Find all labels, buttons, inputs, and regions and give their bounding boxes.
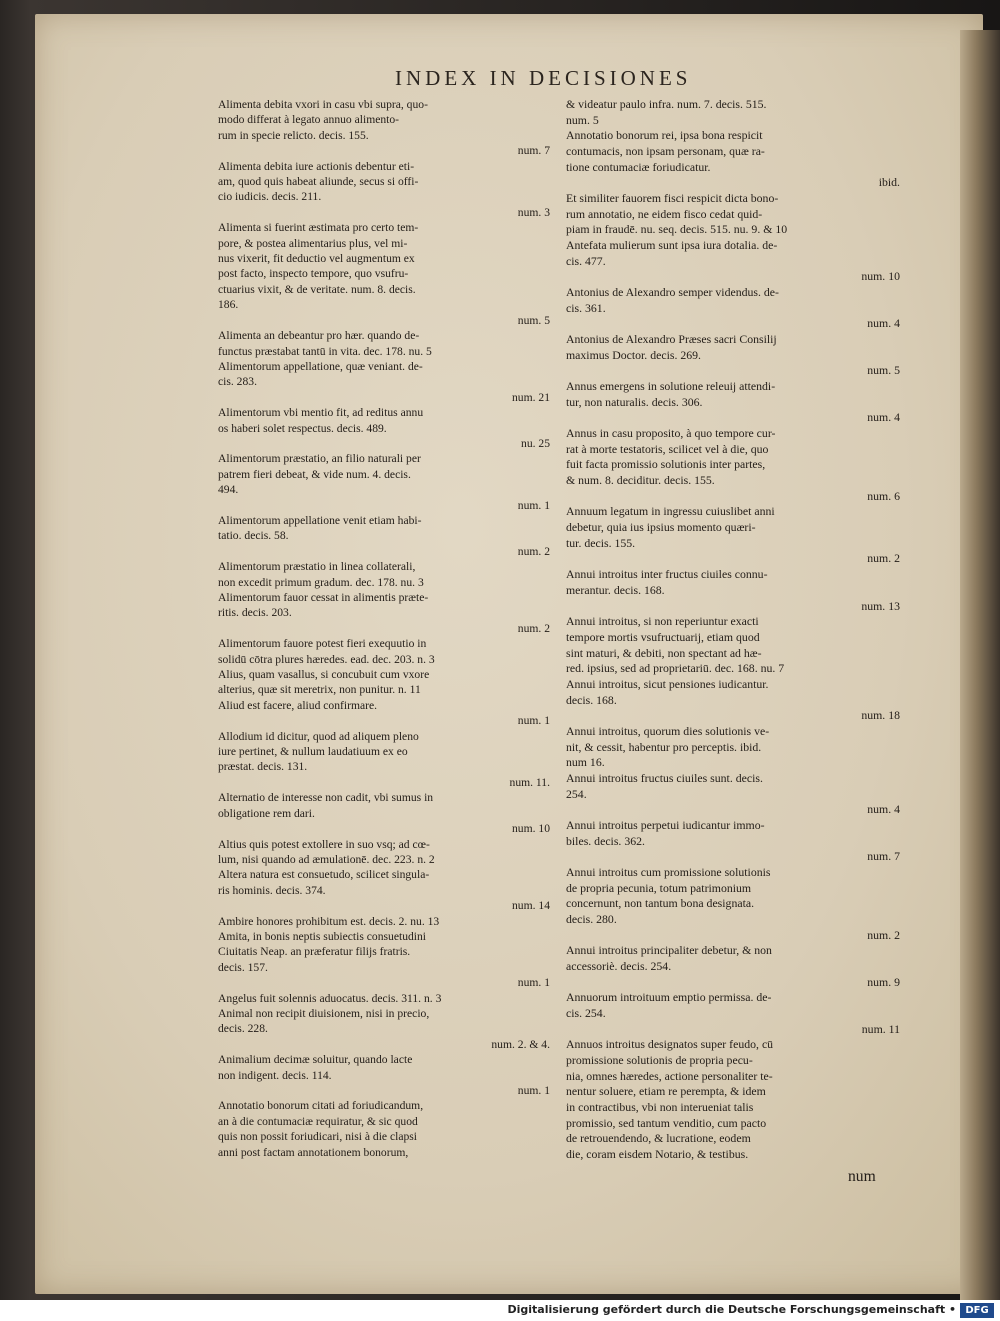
entry-line: ris hominis. decis. 374. [218,883,326,897]
entry-line: Annuos introitus designatos super feudo, cū [566,1037,774,1052]
entry-line: Antonius de Alexandro Præses sacri Consilij [566,332,777,347]
entry-line: nus vixerit, fit deductio vel augmentum ex [218,252,415,266]
entry-line: Annuorum introituum emptio permissa. de- [566,990,772,1005]
entry-line: de propria pecunia, totum patrimonium [566,880,752,895]
entry-reference: num. 2. & 4. [491,1037,550,1051]
entry-line: red. ipsius, sed ad proprietariū. dec. 168. nu. 7 [566,661,785,676]
index-entry [218,1006,558,1052]
entry-reference: num. 13 [861,598,900,613]
entry-line: Alimentorum appellatione, quæ veniant. de- [218,359,423,373]
entry-line: sint maturi, & debiti, non spectant ad hæ- [566,645,762,660]
entry-reference: num. 7 [517,144,550,158]
index-entry [566,771,908,818]
index-entry [566,1037,908,1162]
entry-line: nia, omnes hæredes, actione personaliter te- [566,1068,773,1083]
entry-reference: num. 3 [517,205,550,219]
entry-line: cio iudicis. decis. 211. [218,190,322,204]
entry-line: Annus in casu proposito, à quo tempore cur- [566,426,776,441]
entry-line: piam in fraudē. nu. seq. decis. 515. nu. 9. & 10 [566,222,788,237]
entry-line: anni post factam annotationem bonorum, [218,1145,409,1159]
entry-line: Alimentorum fauore potest fieri exequutio in [218,637,427,651]
entry-line: Alimentorum appellatione venit etiam habi- [218,513,422,527]
entry-reference: nu. 25 [521,436,550,450]
index-column-left [218,97,558,1160]
entry-line: Alternatio de interesse non cadit, vbi sumus in [218,791,434,805]
entry-line: merantur. decis. 168. [566,582,665,597]
entry-line: Alimenta debita iure actionis debentur eti- [218,159,415,173]
entry-line: decis. 168. [566,692,617,707]
index-entry [218,991,558,1006]
entry-line: decis. 157. [218,960,268,974]
entry-line: tatio. decis. 58. [218,529,289,543]
entry-line: Animalium decimæ soluitur, quando lacte [218,1053,413,1067]
entry-line: modo differat à legato annuo alimento- [218,113,400,127]
entry-line: Alimentorum fauor cessat in alimentis præte- [218,591,429,604]
entry-line: obligatione rem dari. [218,806,315,820]
entry-line: decis. 280. [566,911,617,926]
entry-reference: num. 11. [509,775,550,789]
index-entry [566,504,908,567]
page-edge [960,30,1000,1300]
index-entry [566,567,908,614]
entry-line: Annui introitus, quorum dies solutionis ve- [566,723,770,738]
entry-reference: num. 1 [517,498,550,512]
index-entry [218,220,558,328]
entry-reference: num. 4 [867,410,900,425]
index-entry [218,790,558,836]
entry-line: cis. 477. [566,253,606,268]
entry-line: die, coram eisdem Notario, & testibus. [566,1147,749,1162]
entry-line: Annotatio bonorum citati ad foriudicandum, [218,1099,424,1113]
entry-line: Altius quis potest extollere in suo vsq; ad cœ- [218,837,430,851]
entry-line: nentur soluere, etiam re perempta, & idem [566,1084,766,1099]
entry-line: Ambire honores prohibitum est. decis. 2. nu. 13 [218,914,440,928]
entry-line: os haberi solet respectus. decis. 489. [218,421,387,435]
index-entry [566,97,908,128]
entry-line: promissione solutionis de propria pecu- [566,1052,753,1067]
index-entry [218,559,558,590]
entry-reference: num. 10 [511,822,550,836]
entry-line: Alimenta si fuerint æstimata pro certo tem- [218,221,419,235]
entry-reference: num. 14 [511,899,550,913]
entry-reference: num. 1 [517,1084,550,1097]
entry-line: Annui introitus cum promissione solutionis [566,864,771,879]
index-entry [566,990,908,1037]
index-entry [566,426,908,504]
entry-line: rum annotatio, ne eidem fisco cedat quid- [566,206,763,221]
entry-line: rat à morte testatoris, scilicet vel à die, quo [566,441,769,456]
index-entry [566,865,908,943]
entry-line: Annus emergens in solutione releuij attendi- [566,379,776,394]
index-entry [566,943,908,990]
index-entry [218,636,558,667]
index-column-right [566,97,908,1163]
entry-reference: num. 2 [517,544,550,558]
entry-line: cis. 254. [566,1005,606,1020]
entry-line: tur, non naturalis. decis. 306. [566,394,703,409]
index-entry [566,677,908,724]
index-entry [218,451,558,513]
entry-line: Angelus fuit solennis aduocatus. decis. 311. n. 3 [218,991,442,1005]
index-entry [566,285,908,332]
entry-line: am, quod quis habeat aliunde, secus si offi- [218,175,419,189]
entry-line: Annui introitus fructus ciuiles sunt. decis. [566,770,763,785]
entry-line: Antonius de Alexandro semper videndus. de- [566,285,779,300]
funding-notice: Digitalisierung gefördert durch die Deutsche Forschungsgemeinschaft • [507,1303,956,1316]
entry-reference: num. 21 [511,390,550,404]
entry-line: lum, nisi quando ad æmulationē. dec. 223. n. 2 [218,852,435,866]
entry-line: Ciuitatis Neap. an præferatur filijs fratris. [218,945,411,959]
index-entry [218,328,558,359]
index-entry [218,1052,558,1098]
entry-line: quis non possit foriudicari, nisi à die clapsi [218,1130,417,1144]
entry-line: promissio, sed tantum venditio, cum pacto [566,1115,767,1130]
entry-reference: num. 4 [867,316,900,331]
entry-reference: num. 2 [517,621,550,635]
entry-line: biles. decis. 362. [566,833,645,848]
running-head: INDEX IN DECISIONES [395,66,692,90]
entry-reference: num. 6 [867,488,900,503]
entry-line: post facto, inspecto tempore, quo vsufru- [218,267,409,281]
entry-line: Alimentorum vbi mentio fit, ad reditus annu [218,406,424,420]
entry-line: num 16. [566,755,605,770]
index-entry [218,729,558,791]
entry-line: pore, & postea alimentarius plus, vel mi- [218,236,408,250]
entry-line: & videatur paulo infra. num. 7. decis. 515. [566,97,767,111]
entry-reference: num. 4 [867,802,900,817]
entry-line: præstat. decis. 131. [218,760,308,774]
entry-line: Annui introitus inter fructus ciuiles connu- [566,567,768,582]
index-entry [566,614,908,677]
entry-line: Annui introitus perpetui iudicantur immo- [566,817,765,832]
entry-line: Alius, quam vasallus, si concubuit cum vxore [218,668,430,682]
entry-line: num. 5 [566,112,599,127]
entry-line: cis. 283. [218,375,257,389]
index-entry [218,837,558,868]
entry-line: functus præstabat tantū in vita. dec. 178. nu. 5 [218,344,432,358]
entry-reference: num. 9 [867,974,900,989]
entry-line: maximus Doctor. decis. 269. [566,347,701,362]
entry-line: Amita, in bonis neptis subiectis consuetudini [218,929,427,943]
entry-line: tur. decis. 155. [566,535,636,550]
entry-reference: num. 5 [867,363,900,378]
entry-line: Annotatio bonorum rei, ipsa bona respicit [566,128,763,143]
entry-line: Allodium id dicitur, quod ad aliquem pleno [218,729,419,743]
entry-line: Annui introitus, si non reperiuntur exacti [566,614,759,629]
entry-line: accessoriè. decis. 254. [566,958,672,973]
entry-line: Alimentorum præstatio in linea collaterali, [218,560,416,574]
entry-line: Animal non recipit diuisionem, nisi in precio, [218,1006,430,1020]
index-entry [566,128,908,191]
index-entry [566,379,908,426]
entry-line: Annui introitus, sicut pensiones iudicantur. [566,676,769,691]
entry-line: Alimenta an debeantur pro hær. quando de- [218,329,420,343]
entry-line: tione contumaciæ foriudicatur. [566,159,711,174]
entry-line: concernunt, non tantum bona designata. [566,896,755,911]
entry-line: Annui introitus principaliter debetur, & non [566,943,772,958]
entry-line: Altera natura est consuetudo, scilicet singula- [218,868,430,882]
entry-line: Alimenta debita vxori in casu vbi supra, quo- [218,98,428,111]
entry-line: 254. [566,786,587,801]
entry-reference: num. 1 [517,976,550,990]
entry-line: Alimentorum præstatio, an filio naturali per [218,452,421,466]
entry-line: Antefata mulierum sunt ipsa iura dotalia. de- [566,238,778,253]
index-entry [218,667,558,698]
entry-line: & num. 8. deciditur. decis. 155. [566,473,715,488]
entry-line: Et similiter fauorem fisci respicit dicta bono- [566,191,779,206]
entry-line: iure pertinet, & nullum laudatiuum ex eo [218,745,408,759]
index-entry [566,332,908,379]
entry-line: fuit facta promissio solutionis inter partes, [566,457,766,472]
entry-line: de retrouendendo, & lucratione, eodem [566,1131,751,1146]
entry-line: cis. 361. [566,300,606,315]
index-entry [218,929,558,991]
entry-line: rum in specie relicto. decis. 155. [218,128,369,142]
entry-line: contumacis, non ipsam personam, quæ ra- [566,144,765,159]
index-entry [218,590,558,636]
entry-reference: num. 2 [867,551,900,566]
entry-line: in contractibus, vbi non interueniat talis [566,1100,754,1114]
index-entry [218,359,558,405]
index-entry [218,867,558,913]
entry-reference: ibid. [878,175,900,190]
index-entry [218,405,558,451]
index-entry [218,698,558,729]
entry-reference: num. 18 [861,708,900,723]
index-entry [566,238,908,285]
entry-line: non excedit primum gradum. dec. 178. nu. 3 [218,575,424,589]
index-entry [218,1098,558,1160]
entry-reference: num. 2 [867,927,900,942]
entry-reference: num. 7 [867,849,900,864]
entry-line: ritis. decis. 203. [218,606,292,620]
entry-line: alterius, quæ sit meretrix, non punitur. n. 11 [218,683,421,697]
entry-line: nit, & cessit, habentur pro perceptis. ibid. [566,739,762,754]
entry-line: solidū cōtra plures hæredes. ead. dec. 203. n. 3 [218,652,435,666]
entry-line: debetur, quia ius ipsius momento quæri- [566,520,756,535]
index-entry [566,818,908,865]
entry-line: patrem fieri debeat, & vide num. 4. decis. [218,467,411,481]
entry-line: Aliud est facere, aliud confirmare. [218,698,378,712]
entry-line: tempore mortis vsufructuarij, etiam quod [566,629,760,644]
entry-reference: num. 1 [517,714,550,728]
dfg-logo: DFG [960,1303,994,1318]
index-entry [218,97,558,159]
entry-reference: num. 11 [861,1021,900,1036]
entry-line: 186. [218,298,239,312]
index-entry [218,159,558,221]
entry-reference: num. 5 [517,313,550,327]
entry-line: ctuarius vixit, & de veritate. num. 8. decis. [218,282,416,296]
entry-line: Annuum legatum in ingressu cuiuslibet anni [566,504,775,519]
entry-line: non indigent. decis. 114. [218,1068,332,1082]
index-entry [566,191,908,238]
catchword: num [848,1168,876,1185]
index-entry [218,914,558,929]
entry-line: an à die contumaciæ requiratur, & sic quod [218,1114,418,1128]
entry-reference: num. 10 [861,269,900,284]
entry-line: 494. [218,483,239,497]
entry-line: decis. 228. [218,1022,268,1036]
digitization-footer [0,1300,1000,1321]
index-entry [566,724,908,771]
index-entry [218,513,558,559]
